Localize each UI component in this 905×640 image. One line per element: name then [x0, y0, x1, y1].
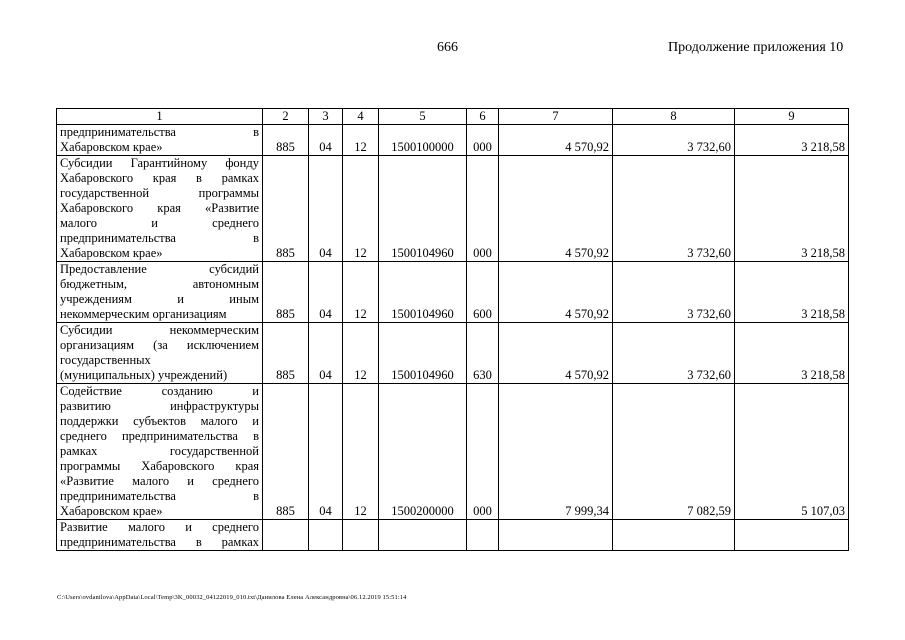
row-name-line: предпринимательства в рамках — [60, 535, 259, 549]
row-name-line: предпринимательства в — [60, 125, 259, 139]
target-article-cell: 1500100000 — [379, 125, 467, 156]
row-name-line: рамках государственной — [60, 444, 259, 458]
amount-cell: 7 082,59 — [613, 384, 735, 520]
subsection-code-cell — [343, 520, 379, 551]
row-name-cell — [57, 262, 263, 323]
page-number: 666 — [437, 40, 458, 55]
row-name-line: (муниципальных) учреждений) — [60, 368, 228, 382]
row-name-cell — [57, 156, 263, 262]
glav-code-cell: 885 — [263, 156, 309, 262]
row-name-line: предпринимательства в — [60, 231, 259, 245]
row-name-cell — [57, 125, 263, 156]
table-row — [57, 520, 849, 551]
row-name-line: Хабаровского края в рамках — [60, 171, 259, 185]
row-name-line: программы Хабаровского края — [60, 459, 259, 473]
row-name-line: Развитие малого и среднего — [60, 520, 259, 534]
row-name-line: государственной программы — [60, 186, 259, 200]
budget-table — [56, 108, 849, 551]
expense-type-cell: 000 — [467, 125, 499, 156]
amount-cell: 3 732,60 — [613, 262, 735, 323]
column-header: 3 — [309, 109, 343, 125]
amount-cell: 4 570,92 — [499, 156, 613, 262]
amount-cell: 4 570,92 — [499, 262, 613, 323]
row-name-line: учреждениям и иным — [60, 292, 259, 306]
row-name-line: бюджетным, автономным — [60, 277, 259, 291]
row-name-cell — [57, 520, 263, 551]
amount-cell: 3 218,58 — [735, 156, 849, 262]
amount-cell — [613, 520, 735, 551]
row-name-line: Субсидии Гарантийному фонду — [60, 156, 259, 170]
target-article-cell: 1500104960 — [379, 156, 467, 262]
amount-cell — [735, 520, 849, 551]
glav-code-cell — [263, 520, 309, 551]
section-code-cell: 04 — [309, 384, 343, 520]
amount-cell — [499, 520, 613, 551]
row-name-line: «Развитие малого и среднего — [60, 474, 259, 488]
glav-code-cell: 885 — [263, 323, 309, 384]
expense-type-cell: 000 — [467, 156, 499, 262]
column-header: 6 — [467, 109, 499, 125]
subsection-code-cell: 12 — [343, 323, 379, 384]
section-code-cell: 04 — [309, 125, 343, 156]
appendix-continuation-title: Продолжение приложения 10 — [668, 40, 844, 55]
row-name-line: Хабаровского края «Развитие — [60, 201, 259, 215]
row-name-cell — [57, 384, 263, 520]
row-name-line: Хабаровском крае» — [60, 246, 163, 260]
row-name-cell — [57, 323, 263, 384]
amount-cell: 5 107,03 — [735, 384, 849, 520]
subsection-code-cell: 12 — [343, 262, 379, 323]
target-article-cell: 1500200000 — [379, 384, 467, 520]
row-name-line: некоммерческим организациям — [60, 307, 227, 321]
row-name-line: Субсидии некоммерческим — [60, 323, 259, 337]
row-name-line: предпринимательства в — [60, 489, 259, 503]
amount-cell: 3 732,60 — [613, 323, 735, 384]
amount-cell: 4 570,92 — [499, 323, 613, 384]
row-name-line: Содействие созданию и — [60, 384, 259, 398]
row-name-line: поддержки субъектов малого и — [60, 414, 259, 428]
table-row — [57, 384, 849, 520]
row-name-line: Хабаровском крае» — [60, 140, 163, 154]
section-code-cell: 04 — [309, 156, 343, 262]
row-name-line: среднего предпринимательства в — [60, 429, 259, 443]
row-name-line: Предоставление субсидий — [60, 262, 259, 276]
row-name-line: Хабаровском крае» — [60, 504, 163, 518]
row-name-line: малого и среднего — [60, 216, 259, 230]
amount-cell: 3 218,58 — [735, 323, 849, 384]
target-article-cell: 1500104960 — [379, 262, 467, 323]
expense-type-cell: 600 — [467, 262, 499, 323]
glav-code-cell: 885 — [263, 384, 309, 520]
row-name-line: организациям (за исключением — [60, 338, 259, 352]
expense-type-cell — [467, 520, 499, 551]
subsection-code-cell: 12 — [343, 125, 379, 156]
table-row — [57, 323, 849, 384]
amount-cell: 3 218,58 — [735, 262, 849, 323]
section-code-cell — [309, 520, 343, 551]
subsection-code-cell: 12 — [343, 156, 379, 262]
row-name-line: государственных — [60, 353, 151, 367]
glav-code-cell: 885 — [263, 262, 309, 323]
column-header: 1 — [57, 109, 263, 125]
section-code-cell: 04 — [309, 262, 343, 323]
amount-cell: 3 732,60 — [613, 156, 735, 262]
row-name-line: развитию инфраструктуры — [60, 399, 259, 413]
expense-type-cell: 630 — [467, 323, 499, 384]
glav-code-cell: 885 — [263, 125, 309, 156]
target-article-cell — [379, 520, 467, 551]
column-header: 8 — [613, 109, 735, 125]
table-row — [57, 262, 849, 323]
amount-cell: 3 732,60 — [613, 125, 735, 156]
column-header: 5 — [379, 109, 467, 125]
column-header: 4 — [343, 109, 379, 125]
target-article-cell: 1500104960 — [379, 323, 467, 384]
amount-cell: 4 570,92 — [499, 125, 613, 156]
expense-type-cell: 000 — [467, 384, 499, 520]
column-header: 7 — [499, 109, 613, 125]
amount-cell: 3 218,58 — [735, 125, 849, 156]
table-header-row — [57, 109, 849, 125]
table-row — [57, 156, 849, 262]
column-header: 2 — [263, 109, 309, 125]
amount-cell: 7 999,34 — [499, 384, 613, 520]
table-row — [57, 125, 849, 156]
file-path-footer: C:\Users\ovdanilova\AppData\Local\Temp\3K_00032_04122019_010.txt\Данилова Елена Александровна\06.12.2019 15:51:14 — [57, 594, 407, 601]
section-code-cell: 04 — [309, 323, 343, 384]
subsection-code-cell: 12 — [343, 384, 379, 520]
column-header: 9 — [735, 109, 849, 125]
